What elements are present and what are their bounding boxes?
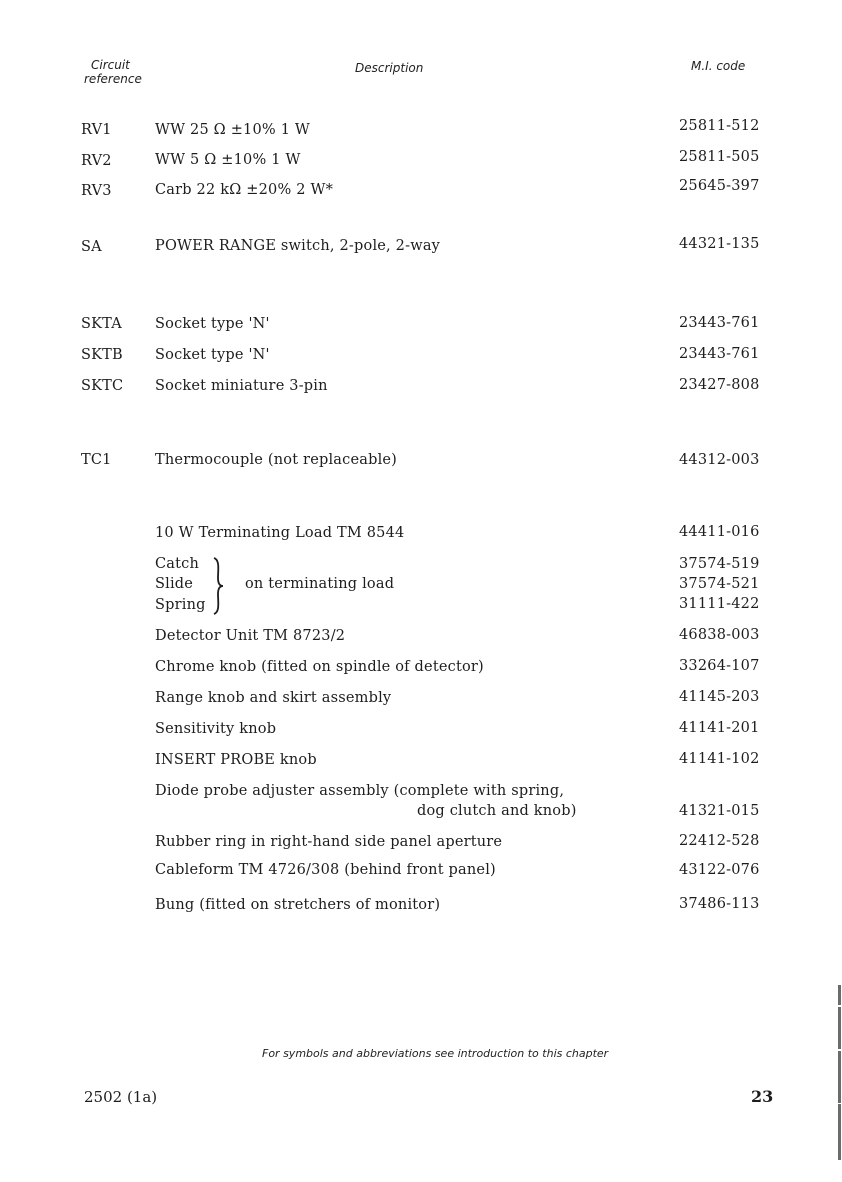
circuit-reference-header-line1: Circuit: [91, 58, 130, 72]
mi-code-header: M.I. code: [691, 59, 746, 73]
mi-code: 43122-076: [679, 862, 760, 878]
part-description: Socket type 'N': [155, 316, 270, 332]
mi-code: 41321-015: [679, 803, 760, 819]
mi-code: 22412-528: [679, 833, 760, 849]
circuit-reference: SKTA: [81, 316, 122, 332]
part-description: Detector Unit TM 8723/2: [155, 628, 346, 644]
mi-code: 23427-808: [679, 377, 760, 393]
part-description: WW 25 Ω ±10% 1 W: [155, 122, 311, 138]
mi-code: 41145-203: [679, 689, 760, 705]
part-description-slide: Slide: [155, 576, 194, 592]
circuit-reference: SKTB: [81, 347, 123, 363]
part-description: Socket type 'N': [155, 347, 270, 363]
circuit-reference: RV1: [81, 122, 112, 138]
mi-code: 41141-102: [679, 751, 760, 767]
mi-code: 41141-201: [679, 720, 760, 736]
part-description: Range knob and skirt assembly: [155, 690, 392, 706]
mi-code: 25645-397: [679, 178, 760, 194]
mi-code: 37486-113: [679, 896, 760, 912]
page-number: 23: [751, 1087, 774, 1106]
part-description: Chrome knob (fitted on spindle of detector): [155, 659, 484, 675]
part-description: Carb 22 kΩ ±20% 2 W*: [155, 182, 334, 198]
part-description: INSERT PROBE knob: [155, 752, 317, 768]
mi-code: 44321-135: [679, 236, 760, 252]
part-description-spring: Spring: [155, 597, 206, 613]
mi-code-catch: 37574-519: [679, 556, 760, 572]
mi-code-slide: 37574-521: [679, 576, 760, 592]
part-description: POWER RANGE switch, 2-pole, 2-way: [155, 238, 441, 254]
scan-edge-mark: [838, 985, 841, 1160]
part-description: Rubber ring in right-hand side panel aperture: [155, 834, 503, 850]
description-header: Description: [355, 61, 424, 75]
mi-code: 23443-761: [679, 315, 760, 331]
part-description: Sensitivity knob: [155, 721, 277, 737]
mi-code: 44411-016: [679, 524, 760, 540]
mi-code: 25811-505: [679, 149, 760, 165]
mi-code-spring: 31111-422: [679, 596, 760, 612]
circuit-reference-header-line2: reference: [84, 72, 142, 86]
part-description-line2: dog clutch and knob): [417, 803, 577, 819]
mi-code: 44312-003: [679, 452, 760, 468]
part-description: 10 W Terminating Load TM 8544: [155, 525, 405, 541]
mi-code: 23443-761: [679, 346, 760, 362]
part-description-line1: Diode probe adjuster assembly (complete with spring,: [155, 783, 565, 799]
footnote: For symbols and abbreviations see introduction to this chapter: [262, 1047, 609, 1060]
group-label: on terminating load: [245, 576, 395, 592]
circuit-reference: SA: [81, 239, 102, 255]
mi-code: 33264-107: [679, 658, 760, 674]
mi-code: 25811-512: [679, 118, 760, 134]
curly-brace-icon: [211, 556, 225, 616]
part-description: Cableform TM 4726/308 (behind front panel): [155, 862, 496, 878]
part-description-catch: Catch: [155, 556, 200, 572]
part-description: Thermocouple (not replaceable): [155, 452, 398, 468]
mi-code: 46838-003: [679, 627, 760, 643]
circuit-reference: RV3: [81, 183, 112, 199]
part-description: Socket miniature 3-pin: [155, 378, 328, 394]
document-id: 2502 (1a): [84, 1088, 158, 1106]
circuit-reference: RV2: [81, 153, 112, 169]
circuit-reference: TC1: [81, 452, 112, 468]
circuit-reference: SKTC: [81, 378, 124, 394]
part-description: Bung (fitted on stretchers of monitor): [155, 897, 441, 913]
part-description: WW 5 Ω ±10% 1 W: [155, 152, 301, 168]
